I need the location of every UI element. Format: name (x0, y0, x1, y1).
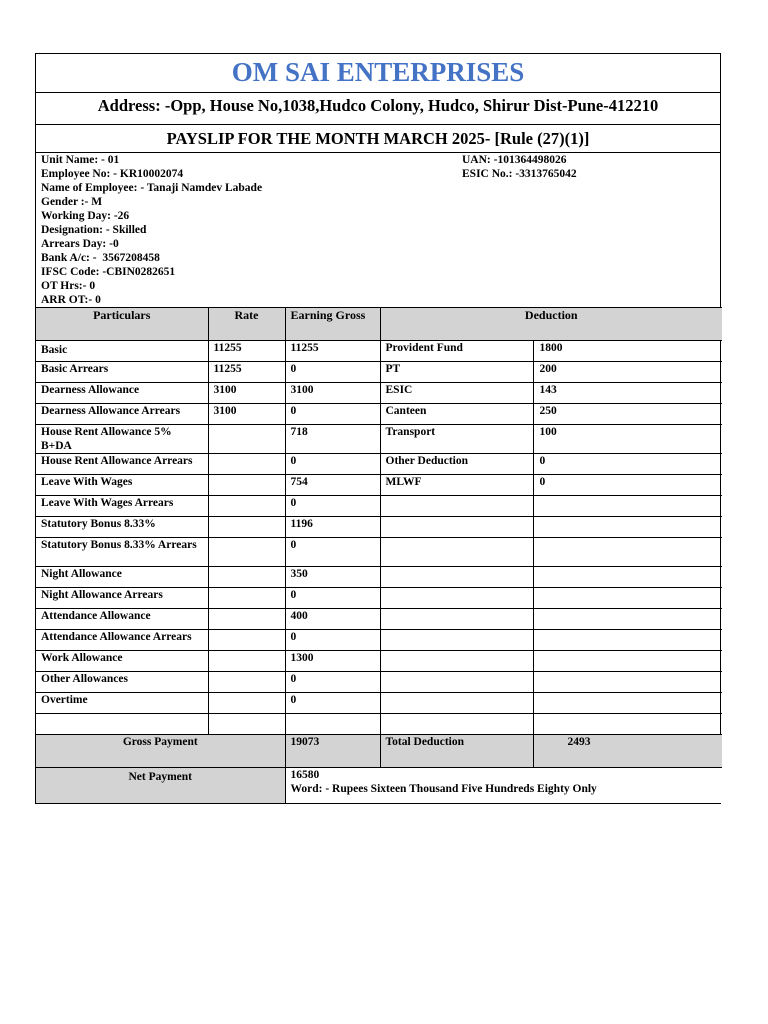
rate-cell (208, 714, 285, 735)
particular-cell: House Rent Allowance 5% B+DA (36, 425, 208, 454)
earning-cell: 0 (285, 693, 380, 714)
particular-cell: Leave With Wages (36, 475, 208, 496)
deduction-name-cell (380, 693, 533, 714)
deduction-value-cell (533, 496, 722, 517)
rate-cell (208, 651, 285, 672)
info-line: Designation: - Skilled (41, 224, 147, 236)
company-address: Address: -Opp, House No,1038,Hudco Colony, Hudco, Shirur Dist-Pune-412210 (36, 93, 720, 125)
net-payment-words: Word: - Rupees Sixteen Thousand Five Hundreds Eighty Only (290, 783, 597, 795)
deduction-value-cell (533, 609, 722, 630)
earning-cell: 350 (285, 567, 380, 588)
table-row (36, 672, 722, 693)
table-row (36, 383, 722, 404)
earning-cell (285, 714, 380, 735)
table-row (36, 693, 722, 714)
deduction-name-cell: PT (380, 362, 533, 383)
rate-cell: 3100 (208, 404, 285, 425)
deduction-name-cell: MLWF (380, 475, 533, 496)
employee-info-left (41, 153, 262, 307)
info-line: Arrears Day: -0 (41, 238, 119, 250)
particular-cell: Other Allowances (36, 672, 208, 693)
employee-info-right (462, 153, 577, 181)
header-earning-gross: Earning Gross (285, 308, 380, 341)
deduction-value-cell (533, 714, 722, 735)
earnings-deductions-table (36, 307, 722, 803)
gross-row (36, 735, 722, 768)
earning-cell: 754 (285, 475, 380, 496)
particular-cell: Night Allowance (36, 567, 208, 588)
rate-cell (208, 630, 285, 651)
net-payment-label: Net Payment (36, 768, 285, 803)
particular-cell: House Rent Allowance Arrears (36, 454, 208, 475)
deduction-value-cell (533, 517, 722, 538)
info-line: Employee No: - KR10002074 (41, 168, 184, 180)
particular-cell: Basic (36, 341, 208, 362)
info-line: ESIC No.: -3313765042 (462, 168, 577, 180)
particular-cell: Attendance Allowance (36, 609, 208, 630)
deduction-name-cell (380, 714, 533, 735)
employee-info (36, 153, 720, 307)
deduction-name-cell: Other Deduction (380, 454, 533, 475)
net-payment-value: 16580 (290, 769, 320, 781)
table-row (36, 567, 722, 588)
rate-cell (208, 496, 285, 517)
deduction-value-cell: 143 (533, 383, 722, 404)
deduction-name-cell (380, 651, 533, 672)
rate-cell (208, 567, 285, 588)
header-particulars: Particulars (36, 308, 208, 341)
deduction-name-cell (380, 567, 533, 588)
total-deduction-label: Total Deduction (380, 735, 533, 768)
table-header (36, 308, 722, 341)
earning-cell: 1300 (285, 651, 380, 672)
earning-cell: 0 (285, 496, 380, 517)
table-row (36, 609, 722, 630)
particular-cell: Work Allowance (36, 651, 208, 672)
deduction-name-cell: Provident Fund (380, 341, 533, 362)
earning-cell: 0 (285, 588, 380, 609)
deduction-value-cell (533, 651, 722, 672)
deduction-name-cell: ESIC (380, 383, 533, 404)
earning-cell: 0 (285, 630, 380, 651)
rate-cell: 11255 (208, 362, 285, 383)
table-body (36, 341, 722, 735)
earning-cell: 3100 (285, 383, 380, 404)
deduction-value-cell (533, 630, 722, 651)
particular-cell: Dearness Allowance (36, 383, 208, 404)
gross-payment-label: Gross Payment (36, 735, 285, 768)
table-row (36, 630, 722, 651)
table-row (36, 362, 722, 383)
table-row (36, 404, 722, 425)
table-row (36, 714, 722, 735)
deduction-value-cell: 250 (533, 404, 722, 425)
earning-cell: 11255 (285, 341, 380, 362)
payslip-title: PAYSLIP FOR THE MONTH MARCH 2025- [Rule (27)(1)] (36, 125, 720, 153)
rate-cell (208, 454, 285, 475)
deduction-name-cell (380, 588, 533, 609)
table-row (36, 341, 722, 362)
info-line: OT Hrs:- 0 (41, 280, 96, 292)
particular-cell: Attendance Allowance Arrears (36, 630, 208, 651)
table-row (36, 588, 722, 609)
rate-cell: 11255 (208, 341, 285, 362)
deduction-value-cell: 100 (533, 425, 722, 454)
particular-cell: Dearness Allowance Arrears (36, 404, 208, 425)
table-row (36, 538, 722, 567)
company-name: OM SAI ENTERPRISES (36, 54, 720, 93)
deduction-name-cell: Canteen (380, 404, 533, 425)
deduction-value-cell (533, 693, 722, 714)
deduction-name-cell: Transport (380, 425, 533, 454)
deduction-name-cell (380, 609, 533, 630)
particular-cell: Leave With Wages Arrears (36, 496, 208, 517)
table-row (36, 454, 722, 475)
deduction-name-cell (380, 672, 533, 693)
particular-cell (36, 714, 208, 735)
info-line: IFSC Code: -CBIN0282651 (41, 266, 176, 278)
info-line: Bank A/c: - 3567208458 (41, 252, 160, 264)
earning-cell: 0 (285, 404, 380, 425)
rate-cell (208, 693, 285, 714)
particular-cell: Statutory Bonus 8.33% (36, 517, 208, 538)
deduction-value-cell (533, 588, 722, 609)
deduction-name-cell (380, 538, 533, 567)
particular-cell: Night Allowance Arrears (36, 588, 208, 609)
rate-cell (208, 588, 285, 609)
table-row (36, 517, 722, 538)
net-payment-cell (285, 768, 722, 803)
info-line: UAN: -101364498026 (462, 154, 567, 166)
table-row (36, 496, 722, 517)
earning-cell: 0 (285, 362, 380, 383)
deduction-name-cell (380, 496, 533, 517)
particular-cell: Basic Arrears (36, 362, 208, 383)
deduction-name-cell (380, 630, 533, 651)
particular-cell: Overtime (36, 693, 208, 714)
info-line: ARR OT:- 0 (41, 294, 101, 306)
deduction-value-cell: 200 (533, 362, 722, 383)
info-line: Unit Name: - 01 (41, 154, 120, 166)
deduction-value-cell: 0 (533, 454, 722, 475)
gross-payment-value: 19073 (285, 735, 380, 768)
rate-cell (208, 538, 285, 567)
header-rate: Rate (208, 308, 285, 341)
earning-cell: 0 (285, 672, 380, 693)
total-deduction-value: 2493 (533, 735, 722, 768)
table-row (36, 651, 722, 672)
rate-cell (208, 425, 285, 454)
deduction-value-cell: 1800 (533, 341, 722, 362)
earning-cell: 1196 (285, 517, 380, 538)
particular-cell: Statutory Bonus 8.33% Arrears (36, 538, 208, 567)
table-row (36, 425, 722, 454)
earning-cell: 718 (285, 425, 380, 454)
payslip (35, 53, 721, 804)
info-line: Gender :- M (41, 196, 103, 208)
info-line: Name of Employee: - Tanaji Namdev Labade (41, 182, 263, 194)
deduction-value-cell (533, 538, 722, 567)
earning-cell: 400 (285, 609, 380, 630)
earning-cell: 0 (285, 454, 380, 475)
earning-cell: 0 (285, 538, 380, 567)
header-deduction: Deduction (380, 308, 722, 341)
rate-cell (208, 609, 285, 630)
table-row (36, 475, 722, 496)
rate-cell (208, 517, 285, 538)
deduction-value-cell (533, 672, 722, 693)
rate-cell (208, 475, 285, 496)
info-line: Working Day: -26 (41, 210, 130, 222)
deduction-value-cell: 0 (533, 475, 722, 496)
deduction-name-cell (380, 517, 533, 538)
net-row (36, 768, 722, 803)
rate-cell (208, 672, 285, 693)
deduction-value-cell (533, 567, 722, 588)
rate-cell: 3100 (208, 383, 285, 404)
